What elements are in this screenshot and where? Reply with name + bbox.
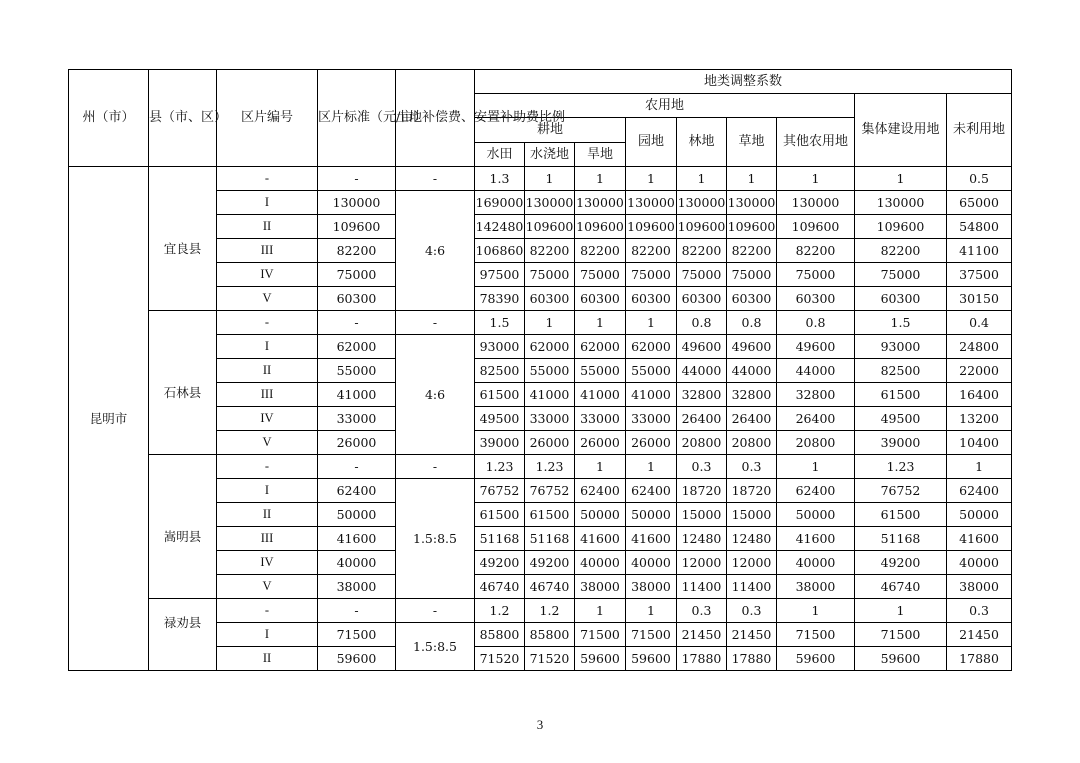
coefficient-cell: 1 (855, 167, 947, 191)
ratio-cell: 4:6 (396, 191, 475, 311)
value-cell: 41000 (575, 383, 626, 407)
value-cell: 15000 (727, 503, 777, 527)
value-cell: 61500 (855, 503, 947, 527)
value-cell: 51168 (525, 527, 575, 551)
value-cell: 50000 (626, 503, 677, 527)
value-cell: 55000 (318, 359, 396, 383)
value-cell: 130000 (727, 191, 777, 215)
coefficient-cell: 1 (626, 455, 677, 479)
value-cell: 106860 (475, 239, 525, 263)
value-cell: 40000 (575, 551, 626, 575)
value-cell: 40000 (626, 551, 677, 575)
value-cell: 26400 (677, 407, 727, 431)
header-irrigated: 水浇地 (525, 143, 575, 167)
coefficient-cell: 0.3 (677, 599, 727, 623)
value-cell: 38000 (626, 575, 677, 599)
prefecture-cell: 昆明市 (69, 167, 149, 671)
value-cell: 41000 (525, 383, 575, 407)
value-cell: 71500 (318, 623, 396, 647)
coefficient-cell: 1 (626, 311, 677, 335)
value-cell: 71500 (575, 623, 626, 647)
value-cell: 71500 (777, 623, 855, 647)
value-cell: 61500 (525, 503, 575, 527)
value-cell: 82200 (677, 239, 727, 263)
header-zone-standard: 区片标准（元/亩） (318, 70, 396, 167)
value-cell: 60300 (677, 287, 727, 311)
coefficient-cell: 1 (777, 167, 855, 191)
coefficient-row (69, 167, 1012, 191)
value-cell: 130000 (855, 191, 947, 215)
value-cell: 109600 (727, 215, 777, 239)
value-cell: 11400 (727, 575, 777, 599)
value-cell: 75000 (525, 263, 575, 287)
value-cell: 32800 (777, 383, 855, 407)
coefficient-row (69, 599, 1012, 623)
value-cell: 49500 (475, 407, 525, 431)
zone-id-cell: II (217, 215, 318, 239)
value-cell: 71520 (475, 647, 525, 671)
value-cell: 82200 (777, 239, 855, 263)
coefficient-cell: - (318, 599, 396, 623)
value-cell: 50000 (947, 503, 1012, 527)
value-cell: 49600 (777, 335, 855, 359)
value-cell: 60300 (727, 287, 777, 311)
value-cell: 61500 (475, 383, 525, 407)
coefficient-cell: 1.5 (855, 311, 947, 335)
ratio-cell: 4:6 (396, 335, 475, 455)
value-cell: 21450 (947, 623, 1012, 647)
zone-id-cell: III (217, 239, 318, 263)
value-cell: 11400 (677, 575, 727, 599)
zone-id-cell: I (217, 623, 318, 647)
coefficient-row (69, 311, 1012, 335)
coefficient-cell: 1.23 (525, 455, 575, 479)
value-cell: 55000 (575, 359, 626, 383)
coefficient-cell: - (217, 311, 318, 335)
header-grassland: 草地 (727, 118, 777, 167)
county-cell: 石林县 (149, 311, 217, 455)
value-cell: 62000 (525, 335, 575, 359)
coefficient-cell: - (396, 455, 475, 479)
header-prefecture: 州（市） (69, 70, 149, 167)
value-cell: 109600 (525, 215, 575, 239)
value-cell: 60300 (575, 287, 626, 311)
header-cultivated: 耕地 (475, 118, 626, 143)
value-cell: 85800 (475, 623, 525, 647)
page-number: 3 (536, 717, 544, 732)
value-cell: 59600 (575, 647, 626, 671)
value-cell: 20800 (677, 431, 727, 455)
value-cell: 33000 (626, 407, 677, 431)
zone-id-cell: III (217, 383, 318, 407)
value-cell: 38000 (777, 575, 855, 599)
value-cell: 75000 (855, 263, 947, 287)
zone-id-cell: IV (217, 407, 318, 431)
value-cell: 109600 (777, 215, 855, 239)
value-cell: 12000 (727, 551, 777, 575)
header-dryland: 旱地 (575, 143, 626, 167)
value-cell: 40000 (318, 551, 396, 575)
coefficient-cell: 1 (525, 311, 575, 335)
coefficient-cell: - (217, 599, 318, 623)
coefficient-cell: 1.5 (475, 311, 525, 335)
coefficient-cell: 0.8 (727, 311, 777, 335)
value-cell: 62400 (318, 479, 396, 503)
value-cell: 61500 (855, 383, 947, 407)
header-ratio: 土地补偿费、安置补助费比例 (396, 70, 475, 167)
value-cell: 49600 (677, 335, 727, 359)
compensation-table (68, 69, 1012, 671)
value-cell: 51168 (855, 527, 947, 551)
value-cell: 26400 (727, 407, 777, 431)
value-cell: 65000 (947, 191, 1012, 215)
value-cell: 21450 (677, 623, 727, 647)
value-cell: 59600 (626, 647, 677, 671)
value-cell: 41000 (626, 383, 677, 407)
value-cell: 21450 (727, 623, 777, 647)
county-cell: 嵩明县 (149, 455, 217, 599)
coefficient-cell: 0.5 (947, 167, 1012, 191)
value-cell: 142480 (475, 215, 525, 239)
value-cell: 82200 (727, 239, 777, 263)
value-cell: 38000 (575, 575, 626, 599)
value-cell: 18720 (727, 479, 777, 503)
value-cell: 76752 (475, 479, 525, 503)
value-cell: 16400 (947, 383, 1012, 407)
value-cell: 71500 (626, 623, 677, 647)
header-collective: 集体建设用地 (855, 94, 947, 167)
header-garden: 园地 (626, 118, 677, 167)
ratio-cell: 1.5:8.5 (396, 479, 475, 599)
coefficient-cell: 0.3 (677, 455, 727, 479)
header-paddy: 水田 (475, 143, 525, 167)
value-cell: 60300 (855, 287, 947, 311)
value-cell: 130000 (575, 191, 626, 215)
value-cell: 62400 (575, 479, 626, 503)
value-cell: 22000 (947, 359, 1012, 383)
coefficient-cell: 1 (525, 167, 575, 191)
value-cell: 60300 (626, 287, 677, 311)
value-cell: 46740 (475, 575, 525, 599)
value-cell: 61500 (475, 503, 525, 527)
coefficient-cell: 0.4 (947, 311, 1012, 335)
value-cell: 32800 (727, 383, 777, 407)
header-unused: 未利用地 (947, 94, 1012, 167)
value-cell: 37500 (947, 263, 1012, 287)
table-body (69, 167, 1012, 671)
coefficient-cell: 1.2 (475, 599, 525, 623)
value-cell: 26400 (777, 407, 855, 431)
value-cell: 46740 (855, 575, 947, 599)
value-cell: 51168 (475, 527, 525, 551)
header-zone-id: 区片编号 (217, 70, 318, 167)
coefficient-cell: - (396, 167, 475, 191)
coefficient-cell: 1 (575, 599, 626, 623)
value-cell: 39000 (475, 431, 525, 455)
value-cell: 10400 (947, 431, 1012, 455)
zone-id-cell: V (217, 287, 318, 311)
value-cell: 93000 (475, 335, 525, 359)
value-cell: 82500 (475, 359, 525, 383)
value-cell: 40000 (947, 551, 1012, 575)
value-cell: 17880 (947, 647, 1012, 671)
value-cell: 75000 (677, 263, 727, 287)
coefficient-cell: 1 (677, 167, 727, 191)
coefficient-cell: 1 (855, 599, 947, 623)
value-cell: 60300 (525, 287, 575, 311)
value-cell: 55000 (626, 359, 677, 383)
value-cell: 75000 (626, 263, 677, 287)
value-cell: 60300 (318, 287, 396, 311)
value-cell: 12480 (677, 527, 727, 551)
value-cell: 50000 (318, 503, 396, 527)
value-cell: 78390 (475, 287, 525, 311)
zone-id-cell: V (217, 575, 318, 599)
header-coefficient: 地类调整系数 (475, 70, 1012, 94)
value-cell: 76752 (855, 479, 947, 503)
zone-id-cell: I (217, 479, 318, 503)
header-other-agri: 其他农用地 (777, 118, 855, 167)
ratio-cell: 1.5:8.5 (396, 623, 475, 671)
value-cell: 17880 (727, 647, 777, 671)
value-cell: 71500 (855, 623, 947, 647)
value-cell: 40000 (777, 551, 855, 575)
coefficient-cell: 0.3 (727, 455, 777, 479)
zone-id-cell: II (217, 359, 318, 383)
coefficient-cell: 1 (626, 167, 677, 191)
value-cell: 109600 (677, 215, 727, 239)
value-cell: 82200 (525, 239, 575, 263)
value-cell: 62000 (626, 335, 677, 359)
value-cell: 82200 (626, 239, 677, 263)
value-cell: 20800 (777, 431, 855, 455)
value-cell: 76752 (525, 479, 575, 503)
value-cell: 49200 (475, 551, 525, 575)
coefficient-cell: 1 (575, 455, 626, 479)
value-cell: 38000 (318, 575, 396, 599)
value-cell: 97500 (475, 263, 525, 287)
value-cell: 55000 (525, 359, 575, 383)
value-cell: 26000 (525, 431, 575, 455)
value-cell: 93000 (855, 335, 947, 359)
value-cell: 59600 (318, 647, 396, 671)
coefficient-cell: 0.3 (727, 599, 777, 623)
zone-id-cell: III (217, 527, 318, 551)
value-cell: 169000 (475, 191, 525, 215)
value-cell: 12480 (727, 527, 777, 551)
value-cell: 18720 (677, 479, 727, 503)
coefficient-cell: - (217, 167, 318, 191)
value-cell: 49200 (855, 551, 947, 575)
coefficient-cell: - (396, 599, 475, 623)
value-cell: 75000 (318, 263, 396, 287)
value-cell: 130000 (525, 191, 575, 215)
coefficient-cell: 1.2 (525, 599, 575, 623)
value-cell: 62000 (575, 335, 626, 359)
coefficient-cell: 1 (626, 599, 677, 623)
value-cell: 41600 (318, 527, 396, 551)
value-cell: 130000 (677, 191, 727, 215)
value-cell: 41000 (318, 383, 396, 407)
value-cell: 50000 (777, 503, 855, 527)
header-agricultural: 农用地 (475, 94, 855, 118)
coefficient-cell: 1.23 (475, 455, 525, 479)
coefficient-row (69, 455, 1012, 479)
coefficient-cell: - (396, 311, 475, 335)
value-cell: 26000 (575, 431, 626, 455)
coefficient-cell: 0.8 (677, 311, 727, 335)
value-cell: 54800 (947, 215, 1012, 239)
value-cell: 59600 (777, 647, 855, 671)
value-cell: 82200 (855, 239, 947, 263)
coefficient-cell: 0.8 (777, 311, 855, 335)
value-cell: 109600 (855, 215, 947, 239)
value-cell: 33000 (525, 407, 575, 431)
value-cell: 62400 (947, 479, 1012, 503)
value-cell: 41100 (947, 239, 1012, 263)
value-cell: 62400 (626, 479, 677, 503)
value-cell: 32800 (677, 383, 727, 407)
value-cell: 62000 (318, 335, 396, 359)
value-cell: 41600 (947, 527, 1012, 551)
value-cell: 12000 (677, 551, 727, 575)
value-cell: 44000 (777, 359, 855, 383)
header-forest: 林地 (677, 118, 727, 167)
zone-id-cell: I (217, 191, 318, 215)
value-cell: 41600 (626, 527, 677, 551)
county-cell: 宜良县 (149, 167, 217, 311)
value-cell: 130000 (626, 191, 677, 215)
value-cell: 26000 (318, 431, 396, 455)
zone-id-cell: IV (217, 263, 318, 287)
value-cell: 20800 (727, 431, 777, 455)
coefficient-cell: 1 (575, 167, 626, 191)
coefficient-cell: 1 (947, 455, 1012, 479)
coefficient-cell: 0.3 (947, 599, 1012, 623)
coefficient-cell: - (318, 167, 396, 191)
value-cell: 109600 (318, 215, 396, 239)
value-cell: 82500 (855, 359, 947, 383)
value-cell: 44000 (677, 359, 727, 383)
zone-id-cell: IV (217, 551, 318, 575)
zone-id-cell: V (217, 431, 318, 455)
value-cell: 62400 (777, 479, 855, 503)
value-cell: 59600 (855, 647, 947, 671)
value-cell: 33000 (575, 407, 626, 431)
value-cell: 33000 (318, 407, 396, 431)
table-header (69, 70, 1012, 167)
coefficient-cell: 1.23 (855, 455, 947, 479)
value-cell: 85800 (525, 623, 575, 647)
value-cell: 41600 (575, 527, 626, 551)
value-cell: 13200 (947, 407, 1012, 431)
value-cell: 30150 (947, 287, 1012, 311)
value-cell: 82200 (318, 239, 396, 263)
zone-id-cell: II (217, 503, 318, 527)
value-cell: 50000 (575, 503, 626, 527)
value-cell: 49500 (855, 407, 947, 431)
coefficient-cell: 1.3 (475, 167, 525, 191)
county-cell: 禄劝县 (149, 599, 217, 671)
value-cell: 71520 (525, 647, 575, 671)
value-cell: 15000 (677, 503, 727, 527)
value-cell: 82200 (575, 239, 626, 263)
coefficient-cell: - (318, 455, 396, 479)
header-county: 县（市、区） (149, 70, 217, 167)
value-cell: 41600 (777, 527, 855, 551)
value-cell: 44000 (727, 359, 777, 383)
value-cell: 109600 (626, 215, 677, 239)
value-cell: 130000 (318, 191, 396, 215)
value-cell: 49600 (727, 335, 777, 359)
value-cell: 46740 (525, 575, 575, 599)
value-cell: 49200 (525, 551, 575, 575)
value-cell: 109600 (575, 215, 626, 239)
coefficient-cell: - (318, 311, 396, 335)
coefficient-cell: 1 (777, 599, 855, 623)
value-cell: 75000 (575, 263, 626, 287)
value-cell: 75000 (727, 263, 777, 287)
value-cell: 75000 (777, 263, 855, 287)
coefficient-cell: 1 (575, 311, 626, 335)
value-cell: 26000 (626, 431, 677, 455)
zone-id-cell: I (217, 335, 318, 359)
value-cell: 17880 (677, 647, 727, 671)
value-cell: 24800 (947, 335, 1012, 359)
value-cell: 130000 (777, 191, 855, 215)
zone-id-cell: II (217, 647, 318, 671)
value-cell: 38000 (947, 575, 1012, 599)
value-cell: 60300 (777, 287, 855, 311)
coefficient-cell: - (217, 455, 318, 479)
coefficient-cell: 1 (777, 455, 855, 479)
coefficient-cell: 1 (727, 167, 777, 191)
value-cell: 39000 (855, 431, 947, 455)
